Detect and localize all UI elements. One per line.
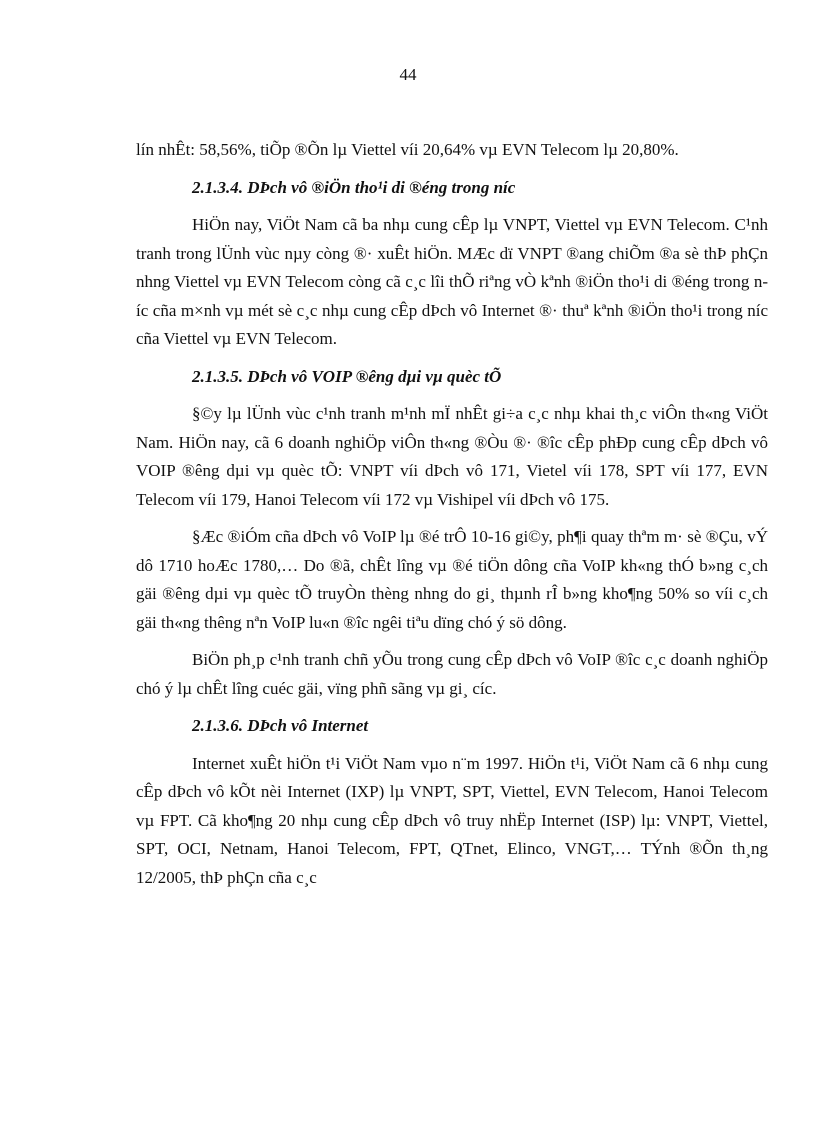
page-number: 44 xyxy=(399,65,417,84)
section-heading: 2.1.3.5. DÞch vô VOIP ®êng dµi vµ quèc tÕ xyxy=(192,366,502,386)
section-heading: 2.1.3.4. DÞch vô ®iÖn tho¹i di ®éng trong níc xyxy=(192,177,516,197)
paragraph: §Æc ®iÓm cña dÞch vô VoIP lµ ®é trÔ 10-16 gi©y, ph¶i quay thªm m· sè ®Çu, vÝ dô 1710 hoÆc 1780,… Do ®ã, chÊt lîng vµ ®é tiÖn dông cña VoIP kh«ng thÓ b»ng c¸ch gäi ®êng dµi vµ quèc tÕ truyÒn thèng nhng do gi¸ thµnh rÎ b»ng kho¶ng 50% so víi c¸ch gäi th«ng thêng nªn VoIP lu«n ®îc ngêi tiªu dïng chó ý sö dông. xyxy=(136,527,768,632)
paragraph: HiÖn nay, ViÖt Nam cã ba nhµ cung cÊp lµ VNPT, Viettel vµ EVN Telecom. C¹nh tranh trong lÜnh vùc nµy còng ®· xuÊt hiÖn. MÆc dï VNPT ®ang chiÕm ®a sè thÞ phÇn nhng Viettel vµ EVN Telecom còng cã c¸c lîi thÕ riªng vÒ kªnh ®iÖn tho¹i di ®éng trong níc cña m×nh vµ mét sè c¸c nhµ cung cÊp dÞch vô Internet ®· thuª kªnh ®iÖn tho¹i trong níc cña Viettel vµ EVN Telecom. xyxy=(136,215,768,348)
paragraph: lín nhÊt: 58,56%, tiÕp ®Õn lµ Viettel víi 20,64% vµ EVN Telecom lµ 20,80%. xyxy=(136,140,679,159)
section-heading: 2.1.3.6. DÞch vô Internet xyxy=(192,716,369,735)
paragraph: BiÖn ph¸p c¹nh tranh chñ yÕu trong cung cÊp dÞch vô VoIP ®îc c¸c doanh nghiÖp chó ý lµ chÊt lîng cuéc gäi, vïng phñ sãng vµ gi¸ cíc. xyxy=(136,650,768,698)
paragraph: Internet xuÊt hiÖn t¹i ViÖt Nam vµo n¨m 1997. HiÖn t¹i, ViÖt Nam cã 6 nhµ cung cÊp dÞch vô kÕt nèi Internet (IXP) lµ VNPT, SPT, Viettel, EVN Telecom, Hanoi Telecom vµ FPT. Cã kho¶ng 20 nhµ cung cÊp dÞch vô truy nhËp Internet (ISP) lµ: VNPT, Viettel, SPT, OCI, Netnam, Hanoi Telecom, FPT, QTnet, Elinco, VNGT,… TÝnh ®Õn th¸ng 12/2005, thÞ phÇn cña c¸c xyxy=(136,753,768,887)
document-body xyxy=(136,136,768,901)
paragraph: §©y lµ lÜnh vùc c¹nh tranh m¹nh mÏ nhÊt gi÷a c¸c nhµ khai th¸c viÔn th«ng ViÖt Nam. HiÖn nay, cã 6 doanh nghiÖp viÔn th«ng ®Òu ®· ®îc cÊp phÐp cung cÊp dÞch vô VOIP ®êng dµi vµ quèc tÕ: VNPT víi dÞch vô 171, Vietel víi 178, SPT víi 177, EVN Telecom víi 179, Hanoi Telecom víi 172 vµ Vishipel víi dÞch vô 175. xyxy=(136,404,768,509)
